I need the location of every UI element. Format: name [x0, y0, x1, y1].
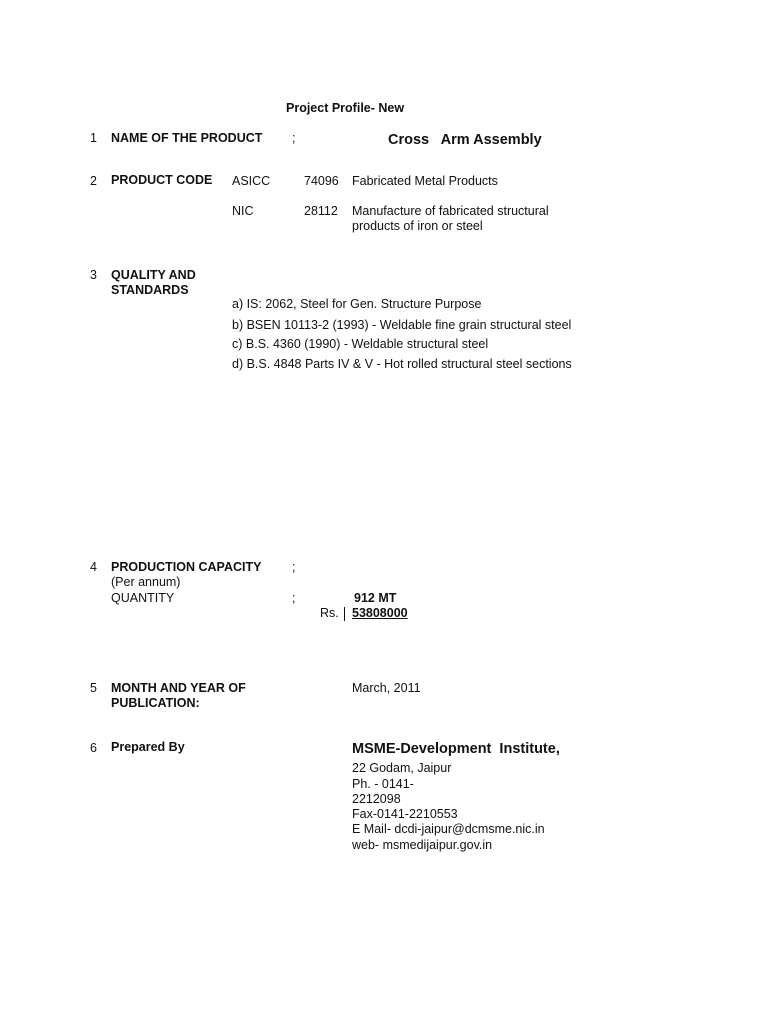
item-number: 2: [90, 174, 97, 188]
quality-label: QUALITY AND: [111, 268, 196, 282]
cell-border: [344, 607, 345, 621]
separator: ;: [292, 591, 296, 605]
publication-value: March, 2011: [352, 681, 421, 695]
code-value: 74096: [304, 174, 339, 188]
publication-label: MONTH AND YEAR OF: [111, 681, 246, 695]
separator: ;: [292, 131, 296, 145]
item-number: 5: [90, 681, 97, 695]
code-scheme: NIC: [232, 204, 254, 218]
phone-line: Ph. - 0141-: [352, 777, 414, 791]
email-line: E Mail- dcdi-jaipur@dcmsme.nic.in: [352, 822, 545, 836]
separator: ;: [292, 560, 296, 574]
standard-item: d) B.S. 4848 Parts IV & V - Hot rolled structural steel sections: [232, 357, 572, 371]
fax-line: Fax-0141-2210553: [352, 807, 458, 821]
quantity-label: QUANTITY: [111, 591, 175, 605]
quantity-value: 912 MT: [354, 591, 397, 605]
prepared-by-label: Prepared By: [111, 740, 185, 754]
standard-item: a) IS: 2062, Steel for Gen. Structure Purpose: [232, 297, 482, 311]
item-number: 6: [90, 741, 97, 755]
item-number: 1: [90, 131, 97, 145]
product-name-value: Cross Arm Assembly: [388, 132, 542, 148]
item-number: 3: [90, 268, 97, 282]
product-code-label: PRODUCT CODE: [111, 173, 213, 187]
address-line: 22 Godam, Jaipur: [352, 761, 452, 775]
item-number: 4: [90, 560, 97, 574]
capacity-label: PRODUCTION CAPACITY: [111, 560, 262, 574]
publication-label-cont: PUBLICATION:: [111, 696, 200, 710]
rs-label: Rs.: [320, 606, 339, 620]
code-description: Manufacture of fabricated structural: [352, 204, 549, 218]
quality-label-cont: STANDARDS: [111, 283, 189, 297]
product-name-label: NAME OF THE PRODUCT: [111, 131, 263, 145]
code-description: Fabricated Metal Products: [352, 174, 498, 188]
code-value: 28112: [304, 204, 338, 218]
code-scheme: ASICC: [232, 174, 271, 188]
web-line: web- msmedijaipur.gov.in: [352, 838, 493, 852]
organization-name: MSME-Development Institute,: [352, 741, 560, 757]
rs-value: 53808000: [352, 606, 408, 620]
standard-item: b) BSEN 10113-2 (1993) - Weldable fine grain structural steel: [232, 318, 572, 332]
phone-number: 2212098: [352, 792, 401, 806]
per-annum-label: (Per annum): [111, 575, 181, 589]
code-description-cont: products of iron or steel: [352, 219, 483, 233]
page-title: Project Profile- New: [286, 101, 405, 115]
standard-item: c) B.S. 4360 (1990) - Weldable structural steel: [232, 337, 489, 351]
